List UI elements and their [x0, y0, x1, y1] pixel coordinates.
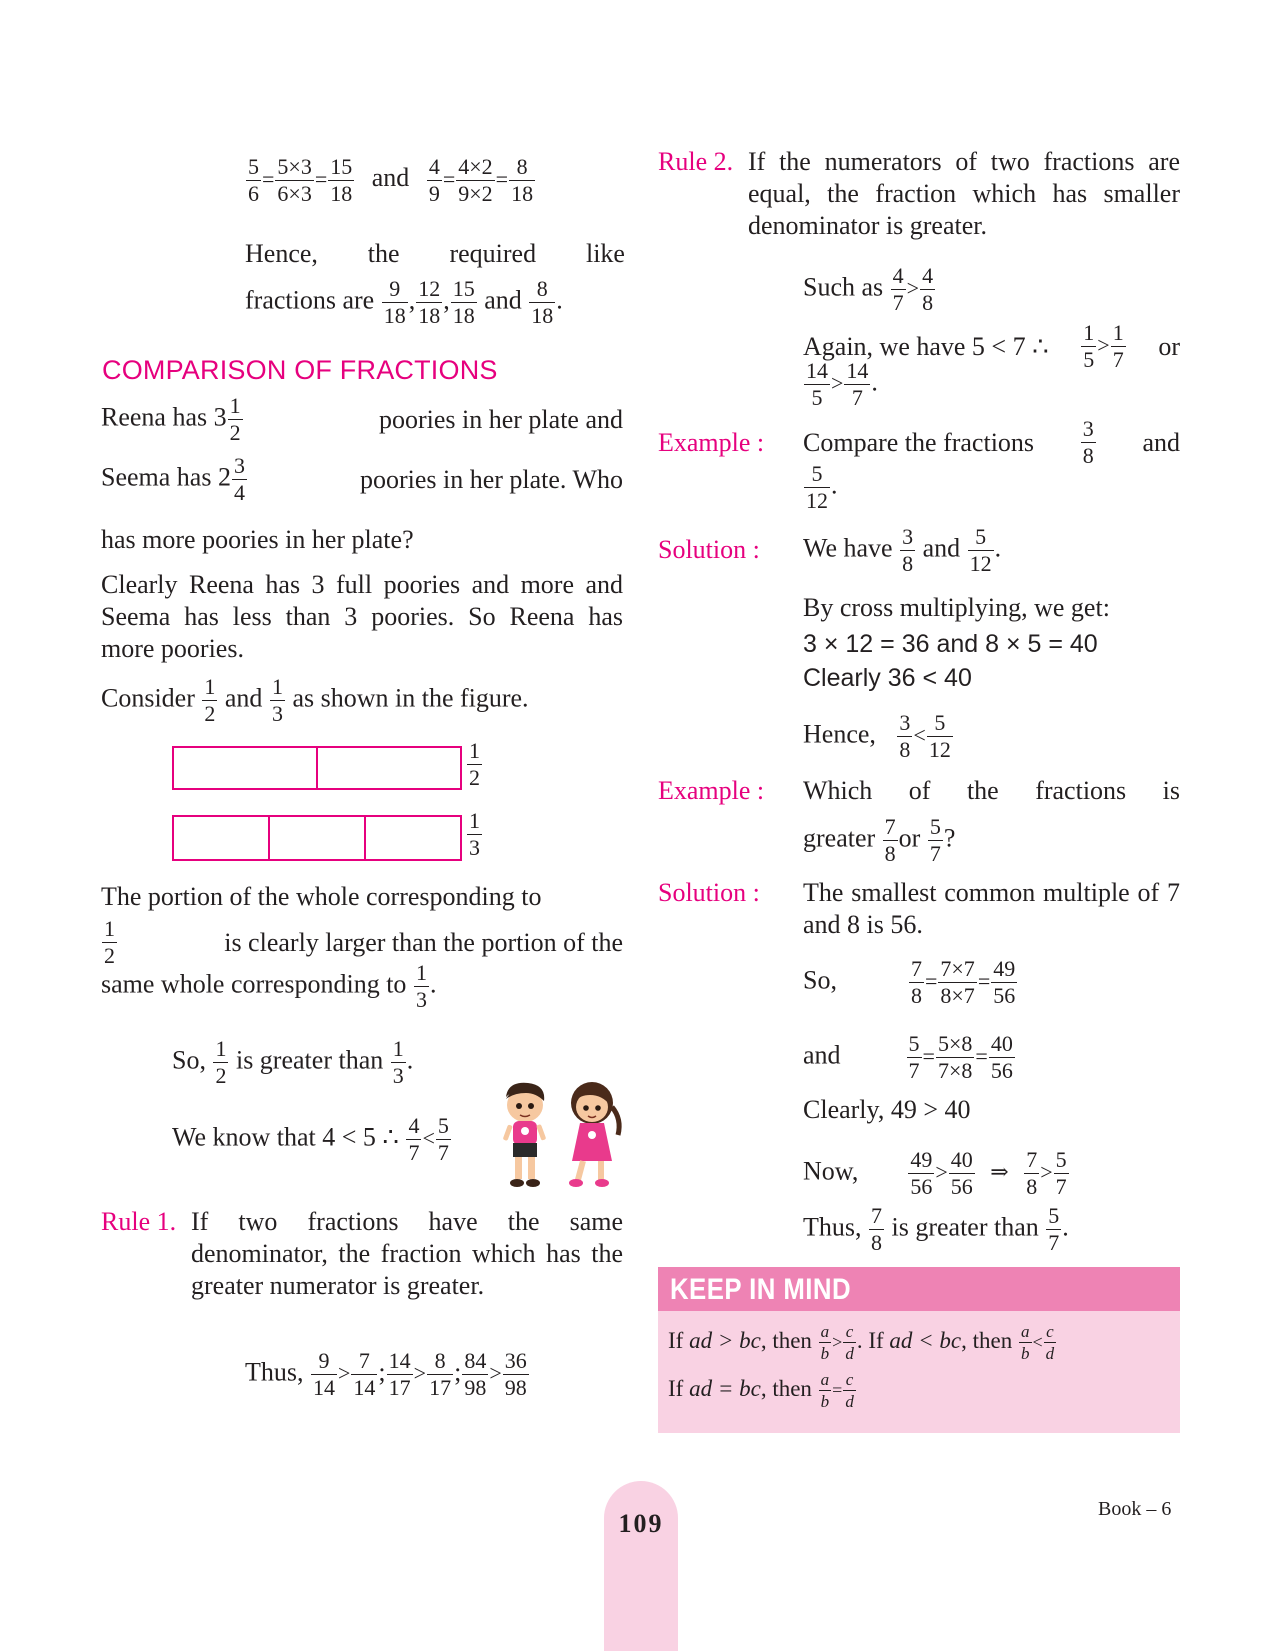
fraction: $\frac{40}{56}$: [990, 1031, 1013, 1083]
fraction: $\frac{5}{7}$: [437, 1113, 449, 1165]
section-heading: COMPARISON OF FRACTIONS: [102, 355, 498, 385]
fraction: $\frac{3}{8}$: [899, 710, 911, 762]
fraction: $\frac{5\times 8}{7\times 8}$: [937, 1031, 973, 1083]
clearly-paragraph: Clearly Reena has 3 full poories and more and Seema has less than 3 poories. So Reena has more poories.: [101, 570, 623, 663]
fraction: $\frac{3}{4}$: [233, 453, 245, 505]
fraction: $\frac{7}{8}$: [871, 1203, 882, 1255]
solution-2-text: The smallest common multiple of 7 and 8 is 56.: [803, 878, 1180, 939]
third-bar-figure: [172, 815, 462, 861]
fraction: $\frac{5}{12}$: [806, 461, 828, 513]
fraction: 3 8: [1082, 416, 1094, 468]
fraction: $\frac{1}{2}$: [215, 1036, 227, 1088]
again-line-2: $\frac{14}{5}$ > $\frac{14}{7}$ .: [806, 358, 878, 410]
fraction: $\frac{1}{3}$: [392, 1036, 404, 1088]
solution-1-label: Solution :: [658, 535, 760, 564]
bar-segment: [174, 748, 318, 788]
fraction: $\frac{7}{14}$: [353, 1348, 376, 1400]
and-equation: and $\frac{5}{7}$ = $\frac{5\times 8}{7\times 8}$ = $\frac{40}{56}$: [803, 1031, 1013, 1083]
reena-line-2: Seema has 2 $\frac{3}{4}$ poories in her plate. Who: [101, 453, 623, 505]
fraction: $\frac{1}{3}$: [271, 674, 283, 726]
fraction: $\frac{8}{18}$: [511, 154, 534, 206]
keep-in-mind-box: [658, 1311, 1180, 1433]
keep-in-mind-line-1: If ad > bc, then $\frac{a}{b}$ > $\frac{c}{d}$ . If ad < bc, then $\frac{a}{b}$ < $\frac{c}{d}$: [668, 1322, 1055, 1363]
girl-figure: [569, 1082, 619, 1187]
fraction: $\frac{8}{17}$: [429, 1348, 452, 1400]
so-line: So, $\frac{1}{2}$ is greater than $\frac{1}{3}$ .: [172, 1036, 414, 1088]
rule-2: [658, 146, 1180, 242]
example-2-line: Which of the fractions is: [803, 776, 1180, 805]
fraction: $\frac{1}{3}$: [415, 960, 427, 1012]
fraction: $\frac{c}{d}$: [845, 1322, 854, 1363]
fraction: $\frac{1}{2}$: [229, 393, 241, 445]
rule-2-label: Rule 2.: [658, 147, 734, 176]
third-label: [466, 810, 483, 859]
rule-1-text: If two fractions have the same denominator, the fraction which has the greater numerator is greater.: [191, 1207, 623, 1300]
thus-right-line: Thus, $\frac{7}{8}$ is greater than $\frac{5}{7}$ .: [803, 1203, 1069, 1255]
solution-2-label: Solution :: [658, 878, 760, 907]
again-line: Again, we have 5 < 7 ∴ $\frac{1}{5}$ > $\frac{1}{7}$ or: [803, 320, 1180, 372]
fraction: $\frac{1}{7}$: [1112, 320, 1124, 372]
clearly-49-40: Clearly, 49 > 40: [803, 1095, 971, 1124]
fraction: $\frac{1}{5}$: [1083, 320, 1095, 372]
fraction: $\frac{15}{18}$: [330, 154, 353, 206]
fraction: $\frac{1}{2}$: [204, 674, 216, 726]
portion-line-2: 1 2 is clearly larger than the portion of the: [104, 916, 623, 968]
fraction: $\frac{4}{7}$: [408, 1113, 420, 1165]
fraction: $\frac{1}{3}$: [469, 808, 480, 860]
like-fractions-equation: $\frac{5}{6}$ = $\frac{5\times 3}{6\times 3}$ = $\frac{15}{18}$ and $\frac{4}{9}$ = $\frac{4\times 2}{9\times 2}$ = $\frac{8}{18}$: [248, 154, 534, 206]
fraction: $\frac{5}{12}$: [928, 710, 951, 762]
fraction: $\frac{a}{b}$: [820, 1370, 830, 1411]
fraction: $\frac{9}{18}$: [383, 276, 406, 328]
fraction: $\frac{5}{7}$: [908, 1031, 920, 1083]
fraction: $\frac{49}{56}$: [993, 956, 1016, 1008]
consider-line: Consider $\frac{1}{2}$ and $\frac{1}{3}$ as shown in the figure.: [101, 674, 529, 726]
fraction: $\frac{1}{2}$: [469, 738, 480, 790]
fraction: $\frac{5\times 3}{6\times 3}$: [277, 154, 312, 206]
fraction: $\frac{a}{b}$: [1021, 1322, 1030, 1363]
rule-1-label: Rule 1.: [101, 1207, 177, 1236]
example-1-line: Compare the fractions 3 8 and: [803, 416, 1180, 468]
now-line: Now, $\frac{49}{56}$ > $\frac{40}{56}$ ⇒ $\frac{7}{8}$ > $\frac{5}{7}$: [803, 1147, 1067, 1199]
portion-line-3: same whole corresponding to $\frac{1}{3}$ .: [101, 960, 437, 1012]
fraction: $\frac{c}{d}$: [1045, 1322, 1055, 1363]
so-equation: So, $\frac{7}{8}$ = $\frac{7\times 7}{8\times 7}$ = $\frac{49}{56}$: [803, 956, 1016, 1008]
portion-line-1: The portion of the whole corresponding to: [101, 882, 542, 911]
page-number-tab: [604, 1481, 678, 1651]
rule-1: [101, 1206, 623, 1302]
example-1-line-2: $\frac{5}{12}$ .: [806, 461, 838, 513]
fraction: $\frac{7}{8}$: [884, 814, 896, 866]
hence-line-right: Hence, $\frac{3}{8}$ < $\frac{5}{12}$: [803, 710, 951, 762]
fraction: $\frac{15}{18}$: [452, 276, 475, 328]
hence-fractions-line: fractions are $\frac{9}{18}$ , $\frac{12}{18}$ , $\frac{15}{18}$ and $\frac{8}{18}$ .: [245, 276, 563, 328]
fraction: $\frac{4}{8}$: [922, 263, 934, 315]
fraction: $\frac{84}{98}$: [464, 1348, 487, 1400]
reena-line-1: Reena has 3 $\frac{1}{2}$ poories in her plate and: [101, 393, 623, 445]
fraction: $\frac{36}{98}$: [504, 1348, 527, 1400]
fraction: $\frac{5}{6}$: [248, 154, 259, 206]
fraction: $\frac{12}{18}$: [418, 276, 441, 328]
fraction: $\frac{4}{9}$: [428, 154, 440, 206]
half-label: [466, 740, 483, 789]
bar-segment: [270, 817, 366, 859]
rule-2-text: If the numerators of two fractions are equal, the fraction which has smaller denominator is greater.: [748, 147, 1180, 240]
page-number: 109: [618, 1509, 664, 1538]
cross-multiply-text: By cross multiplying, we get:: [803, 593, 1110, 622]
keep-in-mind-header: [658, 1267, 1180, 1311]
reena-line-3: has more poories in her plate?: [101, 525, 414, 554]
example-1-label: Example :: [658, 428, 765, 457]
boy-figure: [503, 1083, 547, 1187]
fraction: $\frac{7\times 7}{8\times 7}$: [940, 956, 975, 1008]
fraction: $\frac{14}{5}$: [806, 358, 828, 410]
fraction: $\frac{8}{18}$: [531, 276, 554, 328]
fraction: $\frac{5}{12}$: [969, 524, 992, 576]
keep-in-mind-title: KEEP IN MIND: [670, 1273, 852, 1306]
bar-segment: [174, 817, 270, 859]
fraction: $\frac{5}{7}$: [1055, 1147, 1067, 1199]
cross-multiply-calc: 3 × 12 = 36 and 8 × 5 = 40: [803, 630, 1098, 658]
bar-segment: [318, 748, 460, 788]
fraction: $\frac{5}{7}$: [929, 814, 941, 866]
fraction: $\frac{40}{56}$: [950, 1147, 973, 1199]
example-2-line-2: greater $\frac{7}{8}$ or $\frac{5}{7}$ ?: [803, 814, 956, 866]
fraction: $\frac{3}{8}$: [902, 524, 914, 576]
clearly-36-40: Clearly 36 < 40: [803, 664, 972, 692]
fraction: $\frac{9}{14}$: [313, 1348, 335, 1400]
thus-line: Thus, $\frac{9}{14}$ > $\frac{7}{14}$ ; $\frac{14}{17}$ > $\frac{8}{17}$ ; $\frac{84}{98}$ > $\frac{36}{98}$: [245, 1348, 527, 1400]
fraction: $\frac{14}{7}$: [846, 358, 869, 410]
fraction: $\frac{7}{8}$: [1026, 1147, 1038, 1199]
keep-in-mind-line-2: If ad = bc, then $\frac{a}{b}$ = $\frac{c}{d}$: [668, 1370, 854, 1411]
bar-segment: [366, 817, 460, 859]
half-bar-figure: [172, 746, 462, 790]
two-cartoon-children-icon: [492, 1075, 627, 1197]
fraction: $\frac{4}{7}$: [892, 263, 904, 315]
fraction: $\frac{49}{56}$: [910, 1147, 933, 1199]
fraction: $\frac{c}{d}$: [845, 1370, 854, 1411]
fraction: $\frac{7}{8}$: [910, 956, 922, 1008]
weknow-line: We know that 4 < 5 ∴ $\frac{4}{7}$ < $\frac{5}{7}$: [172, 1113, 449, 1165]
hence-line: Hence, the required like: [245, 239, 625, 268]
fraction: $\frac{a}{b}$: [820, 1322, 830, 1363]
such-as-line: Such as $\frac{4}{7}$ > $\frac{4}{8}$: [803, 263, 934, 315]
book-label: Book – 6: [1098, 1498, 1172, 1520]
example-2-label: Example :: [658, 776, 765, 805]
fraction: $\frac{14}{17}$: [388, 1348, 411, 1400]
fraction: $\frac{5}{7}$: [1048, 1203, 1060, 1255]
fraction: $\frac{4\times 2}{9\times 2}$: [458, 154, 493, 206]
solution-1-line: We have $\frac{3}{8}$ and $\frac{5}{12}$ .: [803, 524, 1002, 576]
fraction: 1 2: [104, 916, 115, 968]
